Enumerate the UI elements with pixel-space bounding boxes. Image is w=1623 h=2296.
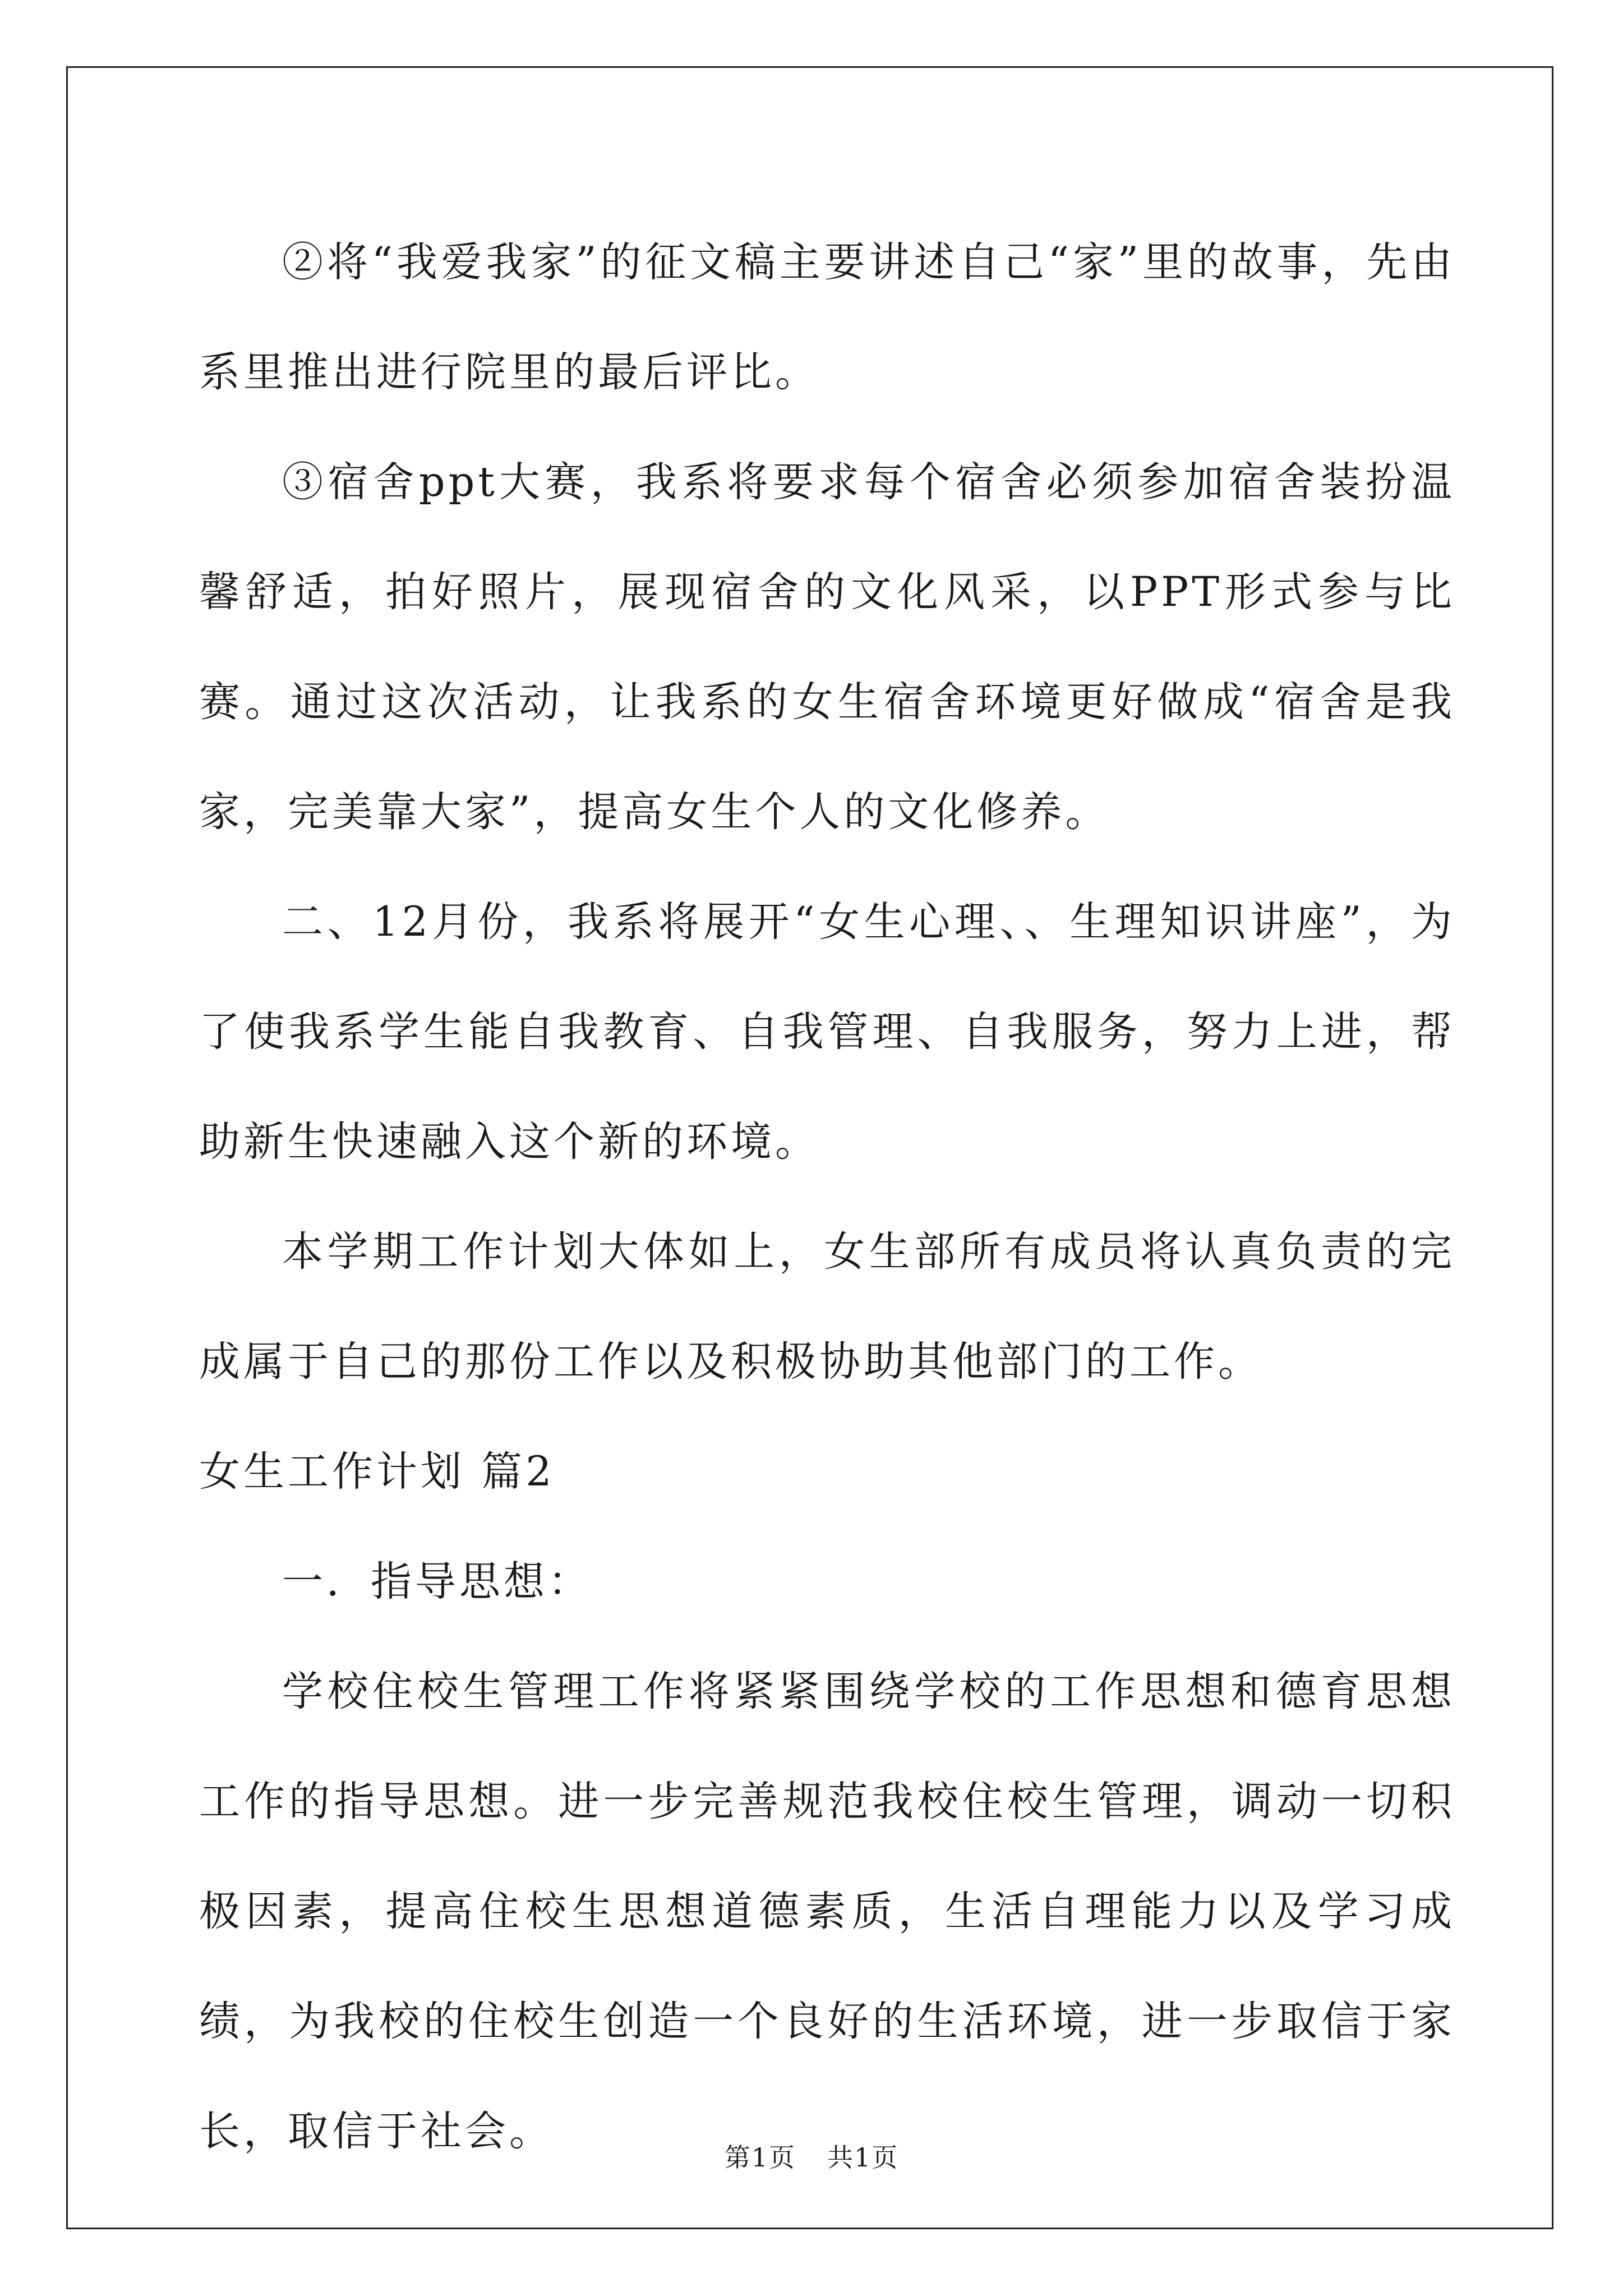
paragraph-december-lecture: 二、12月份，我系将展开“女生心理、、生理知识讲座”，为了使我系学生能自我教育、自我管理、自我服务，努力上进，帮助新生快速融入这个新的环境。	[199, 898, 1455, 1166]
page-footer	[0, 2137, 1623, 2174]
page-number: 第1页	[724, 2142, 796, 2173]
paragraph-semester-summary: 本学期工作计划大体如上，女生部所有成员将认真负责的完成属于自己的那份工作以及积极协助其他部门的工作。	[199, 1228, 1455, 1386]
document-body	[199, 208, 1455, 2187]
page-total: 共1页	[827, 2142, 899, 2173]
paragraph-guiding-thought: 学校住校生管理工作将紧紧围绕学校的工作思想和德育思想工作的指导思想。进一步完善规范我校住校生管理，调动一切积极因素，提高住校生思想道德素质，生活自理能力以及学习成绩，为我校的住校生创造一个良好的生活环境，进一步取信于家长，取信于社会。	[199, 1668, 1455, 2155]
paragraph-dorm-ppt-contest: ③宿舍ppt大赛，我系将要求每个宿舍必须参加宿舍装扮温馨舒适，拍好照片，展现宿舍的文化风采，以PPT形式参与比赛。通过这次活动，让我系的女生宿舍环境更好做成“宿舍是我家，完美靠大家”，提高女生个人的文化修养。	[199, 458, 1455, 836]
section-heading: 女生工作计划 篇2	[199, 1448, 555, 1496]
paragraph-essay-contest: ②将“我爱我家”的征文稿主要讲述自己“家”里的故事，先由系里推出进行院里的最后评比。	[199, 238, 1455, 396]
subheading-guiding-thought: 一．指导思想：	[282, 1558, 592, 1605]
